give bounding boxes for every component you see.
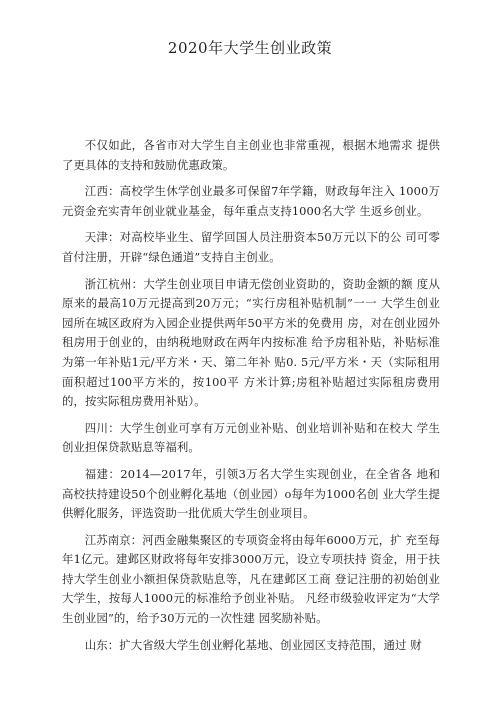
paragraph-nanjing: 江苏南京：河西金融集聚区的专项资金将由每年6000万元，扩 充至每年1亿元。建邺区财政将每年安排3000万元，设立专项扶持 资金，用于扶持大学生创业小额担保贷款贴息等，凡在建邺区工商 登记注册的初始创业大学生，按每人1000元的标准给予创业补贴。 凡经市级验收评定为“大学生创业园”的，给予30万元的一次性建 园奖励补贴。 [62,532,440,626]
paragraph-shandong: 山东：扩大省级大学生创业孵化基地、创业园区支持范围，通过 财 [84,637,422,652]
paragraph-tianjin: 天津：对高校毕业生、留学回国人员注册资本50万元以下的公 司可零首付注册，开辟“绿色通道”支持自主创业。 [62,230,440,264]
paragraph-hangzhou: 浙江杭州：大学生创业项目申请无偿创业资助的，资助金额的额 度从原来的最高10万元提高到20万元；“实行房租补贴机制”一一 大学生创业园所在城区政府为入园企业提供两年50平方米的免费用 房，对在创业园外租房用于创业的，由纳税地财政在两年内按标准 给予房租补贴，补贴标准为第一年补贴1元/平方米・天、第二年补 贴0. 5元/平方米・天（实际租用面积超过100平方米的，按100平 方米计算;房租补贴超过实际租房费用的，按实际租房费用补贴）。 [62,276,440,409]
paragraph-fujian: 福建：2014—2017年，引领3万名大学生实现创业，在全省各 地和高校扶持建设50个创业孵化基地（创业园）o每年为1000名创 业大学生提供孵化服务，评选资助一批优质大学生创业项目。 [62,466,440,521]
document-body [62,136,440,662]
paragraph-intro: 不仅如此，各省市对大学生自主创业也非常重视，根据木地需求 提供了更具体的支持和鼓励优惠政策。 [62,138,440,172]
document-title: 2020年大学生创业政策 [167,39,333,57]
paragraph-jiangxi: 江西：高校学生休学创业最多可保留7年学籍，财政每年注入 1000万元资金充实青年创业就业基金，每年重点支持1000名大学 生返乡创业。 [62,184,440,218]
paragraph-sichuan: 四川：大学生创业可享有万元创业补贴、创业培训补贴和在校大 学生创业担保贷款贴息等福利。 [62,420,440,455]
